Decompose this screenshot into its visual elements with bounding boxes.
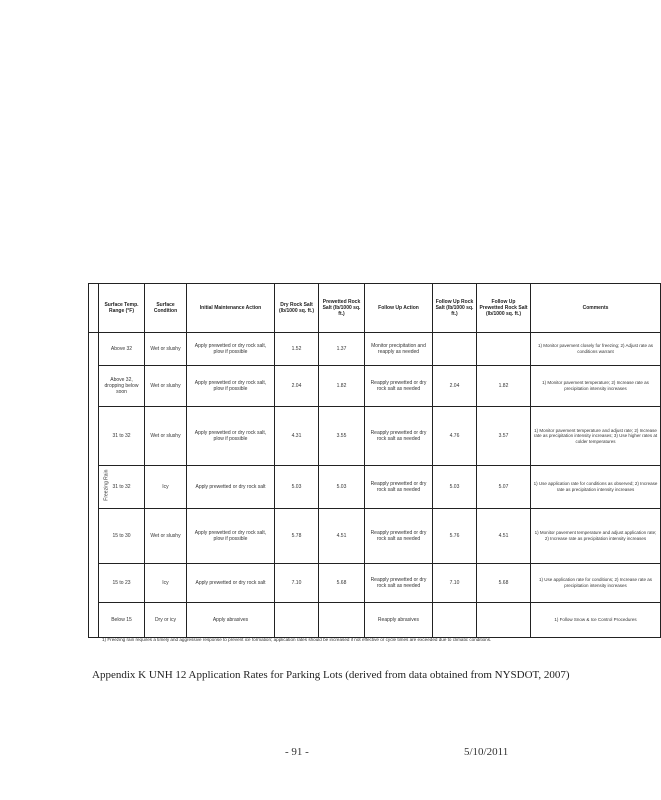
table-row: [89, 509, 661, 564]
temp-cell: 15 to 30: [99, 509, 145, 564]
follow-dry-cell: 5.76: [433, 509, 477, 564]
temp-cell: 15 to 23: [99, 564, 145, 603]
header-cell: Surface Condition: [145, 284, 187, 333]
follow-prewetted-cell: 3.57: [477, 407, 531, 466]
dry-salt-cell: 7.10: [275, 564, 319, 603]
comments-cell: 1) Monitor pavement temperature; 2) Increase rate as precipitation intensity increases: [531, 366, 661, 407]
follow-dry-cell: 4.76: [433, 407, 477, 466]
table-row: [89, 333, 661, 366]
initial-action-cell: Apply prewetted or dry rock salt, plow if possible: [187, 333, 275, 366]
header-cell: Follow Up Action: [365, 284, 433, 333]
condition-cell: Wet or slushy: [145, 509, 187, 564]
table-header-row: [89, 284, 661, 333]
page-number: - 91 -: [285, 746, 309, 758]
header-cell: Follow Up Prewetted Rock Salt (lb/1000 sq. ft.): [477, 284, 531, 333]
comments-cell: 1) Follow Snow & Ice Control Procedures: [531, 603, 661, 638]
comments-cell: 1) Monitor pavement temperature and adjust application rate; 2) Increase rate as precipitation intensity increases: [531, 509, 661, 564]
follow-dry-cell: 5.03: [433, 466, 477, 509]
header-cell: Prewetted Rock Salt (lb/1000 sq. ft.): [319, 284, 365, 333]
table-footnote: 1) Freezing rain requires a timely and aggressive response to prevent ice formation; application rates should be increased if not effective or cycle times are exceeded due to climatic conditions.: [102, 637, 492, 642]
row-group-label: Freezing Rain: [89, 333, 99, 638]
condition-cell: Icy: [145, 564, 187, 603]
condition-cell: Dry or icy: [145, 603, 187, 638]
header-cell: Surface Temp. Range (°F): [99, 284, 145, 333]
initial-action-cell: Apply prewetted or dry rock salt, plow if possible: [187, 366, 275, 407]
dry-salt-cell: 5.78: [275, 509, 319, 564]
follow-prewetted-cell: [477, 603, 531, 638]
table-row: [89, 407, 661, 466]
comments-cell: 1) Use application rate for conditions as observed; 2) Increase rate as precipitation intensity increases: [531, 466, 661, 509]
prewetted-salt-cell: [319, 603, 365, 638]
condition-cell: Wet or slushy: [145, 333, 187, 366]
dry-salt-cell: 2.04: [275, 366, 319, 407]
follow-dry-cell: 7.10: [433, 564, 477, 603]
prewetted-salt-cell: 3.55: [319, 407, 365, 466]
initial-action-cell: Apply abrasives: [187, 603, 275, 638]
follow-dry-cell: [433, 603, 477, 638]
follow-prewetted-cell: [477, 333, 531, 366]
temp-cell: Above 32, dropping below soon: [99, 366, 145, 407]
initial-action-cell: Apply prewetted or dry rock salt: [187, 466, 275, 509]
condition-cell: Icy: [145, 466, 187, 509]
follow-up-cell: Reapply prewetted or dry rock salt as needed: [365, 466, 433, 509]
temp-cell: 31 to 32: [99, 407, 145, 466]
follow-dry-cell: [433, 333, 477, 366]
follow-up-cell: Monitor precipitation and reapply as needed: [365, 333, 433, 366]
table-row: [89, 564, 661, 603]
application-rates-table-container: [88, 283, 658, 631]
prewetted-salt-cell: 5.03: [319, 466, 365, 509]
follow-prewetted-cell: 4.51: [477, 509, 531, 564]
temp-cell: Below 15: [99, 603, 145, 638]
header-cell: Dry Rock Salt (lb/1000 sq. ft.): [275, 284, 319, 333]
follow-up-cell: Reapply prewetted or dry rock salt as needed: [365, 509, 433, 564]
prewetted-salt-cell: 1.82: [319, 366, 365, 407]
header-cell: Comments: [531, 284, 661, 333]
comments-cell: 1) Use application rate for conditions; 2) Increase rate as precipitation intensity increases: [531, 564, 661, 603]
dry-salt-cell: 1.52: [275, 333, 319, 366]
header-cell: Initial Maintenance Action: [187, 284, 275, 333]
initial-action-cell: Apply prewetted or dry rock salt: [187, 564, 275, 603]
table-row: [89, 366, 661, 407]
prewetted-salt-cell: 1.37: [319, 333, 365, 366]
prewetted-salt-cell: 4.51: [319, 509, 365, 564]
page-date: 5/10/2011: [464, 746, 509, 758]
follow-up-cell: Reapply prewetted or dry rock salt as needed: [365, 564, 433, 603]
follow-prewetted-cell: 5.07: [477, 466, 531, 509]
follow-prewetted-cell: 5.68: [477, 564, 531, 603]
follow-up-cell: Reapply prewetted or dry rock salt as needed: [365, 366, 433, 407]
prewetted-salt-cell: 5.68: [319, 564, 365, 603]
table-caption: Appendix K UNH 12 Application Rates for Parking Lots (derived from data obtained from NYSDOT, 2007): [92, 669, 570, 681]
initial-action-cell: Apply prewetted or dry rock salt, plow if possible: [187, 407, 275, 466]
follow-up-cell: Reapply prewetted or dry rock salt as needed: [365, 407, 433, 466]
header-cell: [89, 284, 99, 333]
follow-prewetted-cell: 1.82: [477, 366, 531, 407]
temp-cell: 31 to 32: [99, 466, 145, 509]
dry-salt-cell: [275, 603, 319, 638]
dry-salt-cell: 4.31: [275, 407, 319, 466]
table-row: [89, 466, 661, 509]
table-row: [89, 603, 661, 638]
follow-up-cell: Reapply abrasives: [365, 603, 433, 638]
header-cell: Follow Up Rock Salt (lb/1000 sq. ft.): [433, 284, 477, 333]
condition-cell: Wet or slushy: [145, 366, 187, 407]
comments-cell: 1) Monitor pavement closely for freezing; 2) Adjust rate as conditions warrant: [531, 333, 661, 366]
follow-dry-cell: 2.04: [433, 366, 477, 407]
application-rates-table: [88, 283, 661, 638]
condition-cell: Wet or slushy: [145, 407, 187, 466]
comments-cell: 1) Monitor pavement temperature and adjust rate; 2) Increase rate as precipitation intensity increases; 3) Use higher rates at colder temperatures: [531, 407, 661, 466]
initial-action-cell: Apply prewetted or dry rock salt, plow if possible: [187, 509, 275, 564]
temp-cell: Above 32: [99, 333, 145, 366]
dry-salt-cell: 5.03: [275, 466, 319, 509]
